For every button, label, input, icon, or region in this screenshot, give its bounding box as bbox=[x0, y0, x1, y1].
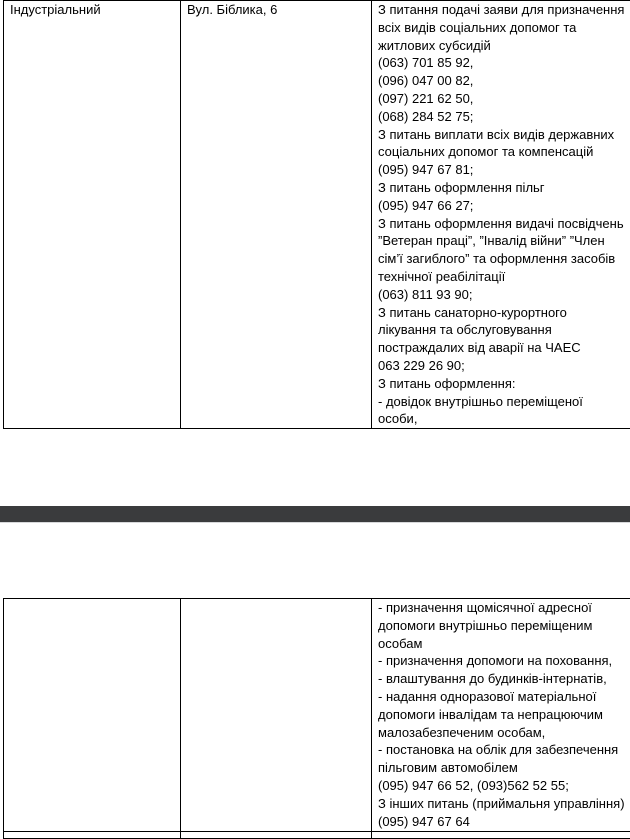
info-line: всіх видів соціальних допомог та bbox=[378, 19, 630, 37]
info-line: (095) 947 66 27; bbox=[378, 197, 630, 215]
info-line: - влаштування до будинків-інтернатів, bbox=[378, 670, 630, 688]
info-line: З питання подачі заяви для призначення bbox=[378, 1, 630, 19]
info-line: (068) 284 52 75; bbox=[378, 108, 630, 126]
info-line: допомоги інвалідам та непрацюючим bbox=[378, 706, 630, 724]
info-line: лікування та обслуговування bbox=[378, 321, 630, 339]
info-line: (096) 047 00 82, bbox=[378, 72, 630, 90]
district-cell bbox=[4, 1, 181, 429]
info-line: З питань оформлення: bbox=[378, 375, 630, 393]
info-line: З питань оформлення видачі посвідчень bbox=[378, 215, 630, 233]
info-line: З питань виплати всіх видів державних bbox=[378, 126, 630, 144]
info-line: (095) 947 66 52, (093)562 52 55; bbox=[378, 777, 630, 795]
address-cell bbox=[181, 1, 372, 429]
info-line: - призначення допомоги на поховання, bbox=[378, 652, 630, 670]
info-line: 063 229 26 90; bbox=[378, 357, 630, 375]
info-line: житлових субсидій bbox=[378, 37, 630, 55]
info-line: ”Ветеран праці”, ”Інвалід війни” ”Член bbox=[378, 232, 630, 250]
info-line: - постановка на облік для забезпечення bbox=[378, 741, 630, 759]
info-line: постраждалих від аварії на ЧАЕС bbox=[378, 339, 630, 357]
info-line: сім’ї загиблого” та оформлення засобів bbox=[378, 250, 630, 268]
info-line: малозабезпеченим особам, bbox=[378, 724, 630, 742]
table-row bbox=[4, 1, 630, 429]
page-separator bbox=[0, 506, 630, 522]
document-page-2 bbox=[0, 523, 630, 836]
info-line: (063) 811 93 90; bbox=[378, 286, 630, 304]
info-line: пільговим автомобілем bbox=[378, 759, 630, 777]
info-line: - довідок внутрішньо переміщеної bbox=[378, 393, 630, 411]
services-table-part-1 bbox=[3, 0, 630, 429]
address-cell bbox=[181, 599, 372, 832]
info-line: З питань санаторно-курортного bbox=[378, 304, 630, 322]
info-line: (095) 947 67 64 bbox=[378, 813, 630, 831]
services-table-part-2 bbox=[3, 598, 630, 839]
contact-info-cell bbox=[372, 599, 630, 832]
info-line: З інших питань (приймальня управління) bbox=[378, 795, 630, 813]
district-cell bbox=[4, 599, 181, 832]
info-line: - надання одноразової матеріальної bbox=[378, 688, 630, 706]
table-row bbox=[4, 599, 630, 832]
district-cell bbox=[4, 832, 181, 839]
info-line: особи, bbox=[378, 410, 630, 428]
info-line: технічної реабілітації bbox=[378, 268, 630, 286]
info-line: (097) 221 62 50, bbox=[378, 90, 630, 108]
contact-info-cell bbox=[372, 1, 630, 429]
info-line: допомоги внутрішньо переміщеним bbox=[378, 617, 630, 635]
address-text: Вул. Біблика, 6 bbox=[187, 1, 371, 19]
info-line: соціальних допомог та компенсацій bbox=[378, 143, 630, 161]
address-cell bbox=[181, 832, 372, 839]
info-line: З питань оформлення пільг bbox=[378, 179, 630, 197]
info-line: (095) 947 67 81; bbox=[378, 161, 630, 179]
district-name: Індустріальний bbox=[10, 1, 180, 19]
info-line: особам bbox=[378, 635, 630, 653]
info-line: - призначення щомісячної адресної bbox=[378, 599, 630, 617]
info-line: (063) 701 85 92, bbox=[378, 54, 630, 72]
contact-info-cell bbox=[372, 832, 630, 839]
table-row-cut-off bbox=[4, 832, 630, 839]
